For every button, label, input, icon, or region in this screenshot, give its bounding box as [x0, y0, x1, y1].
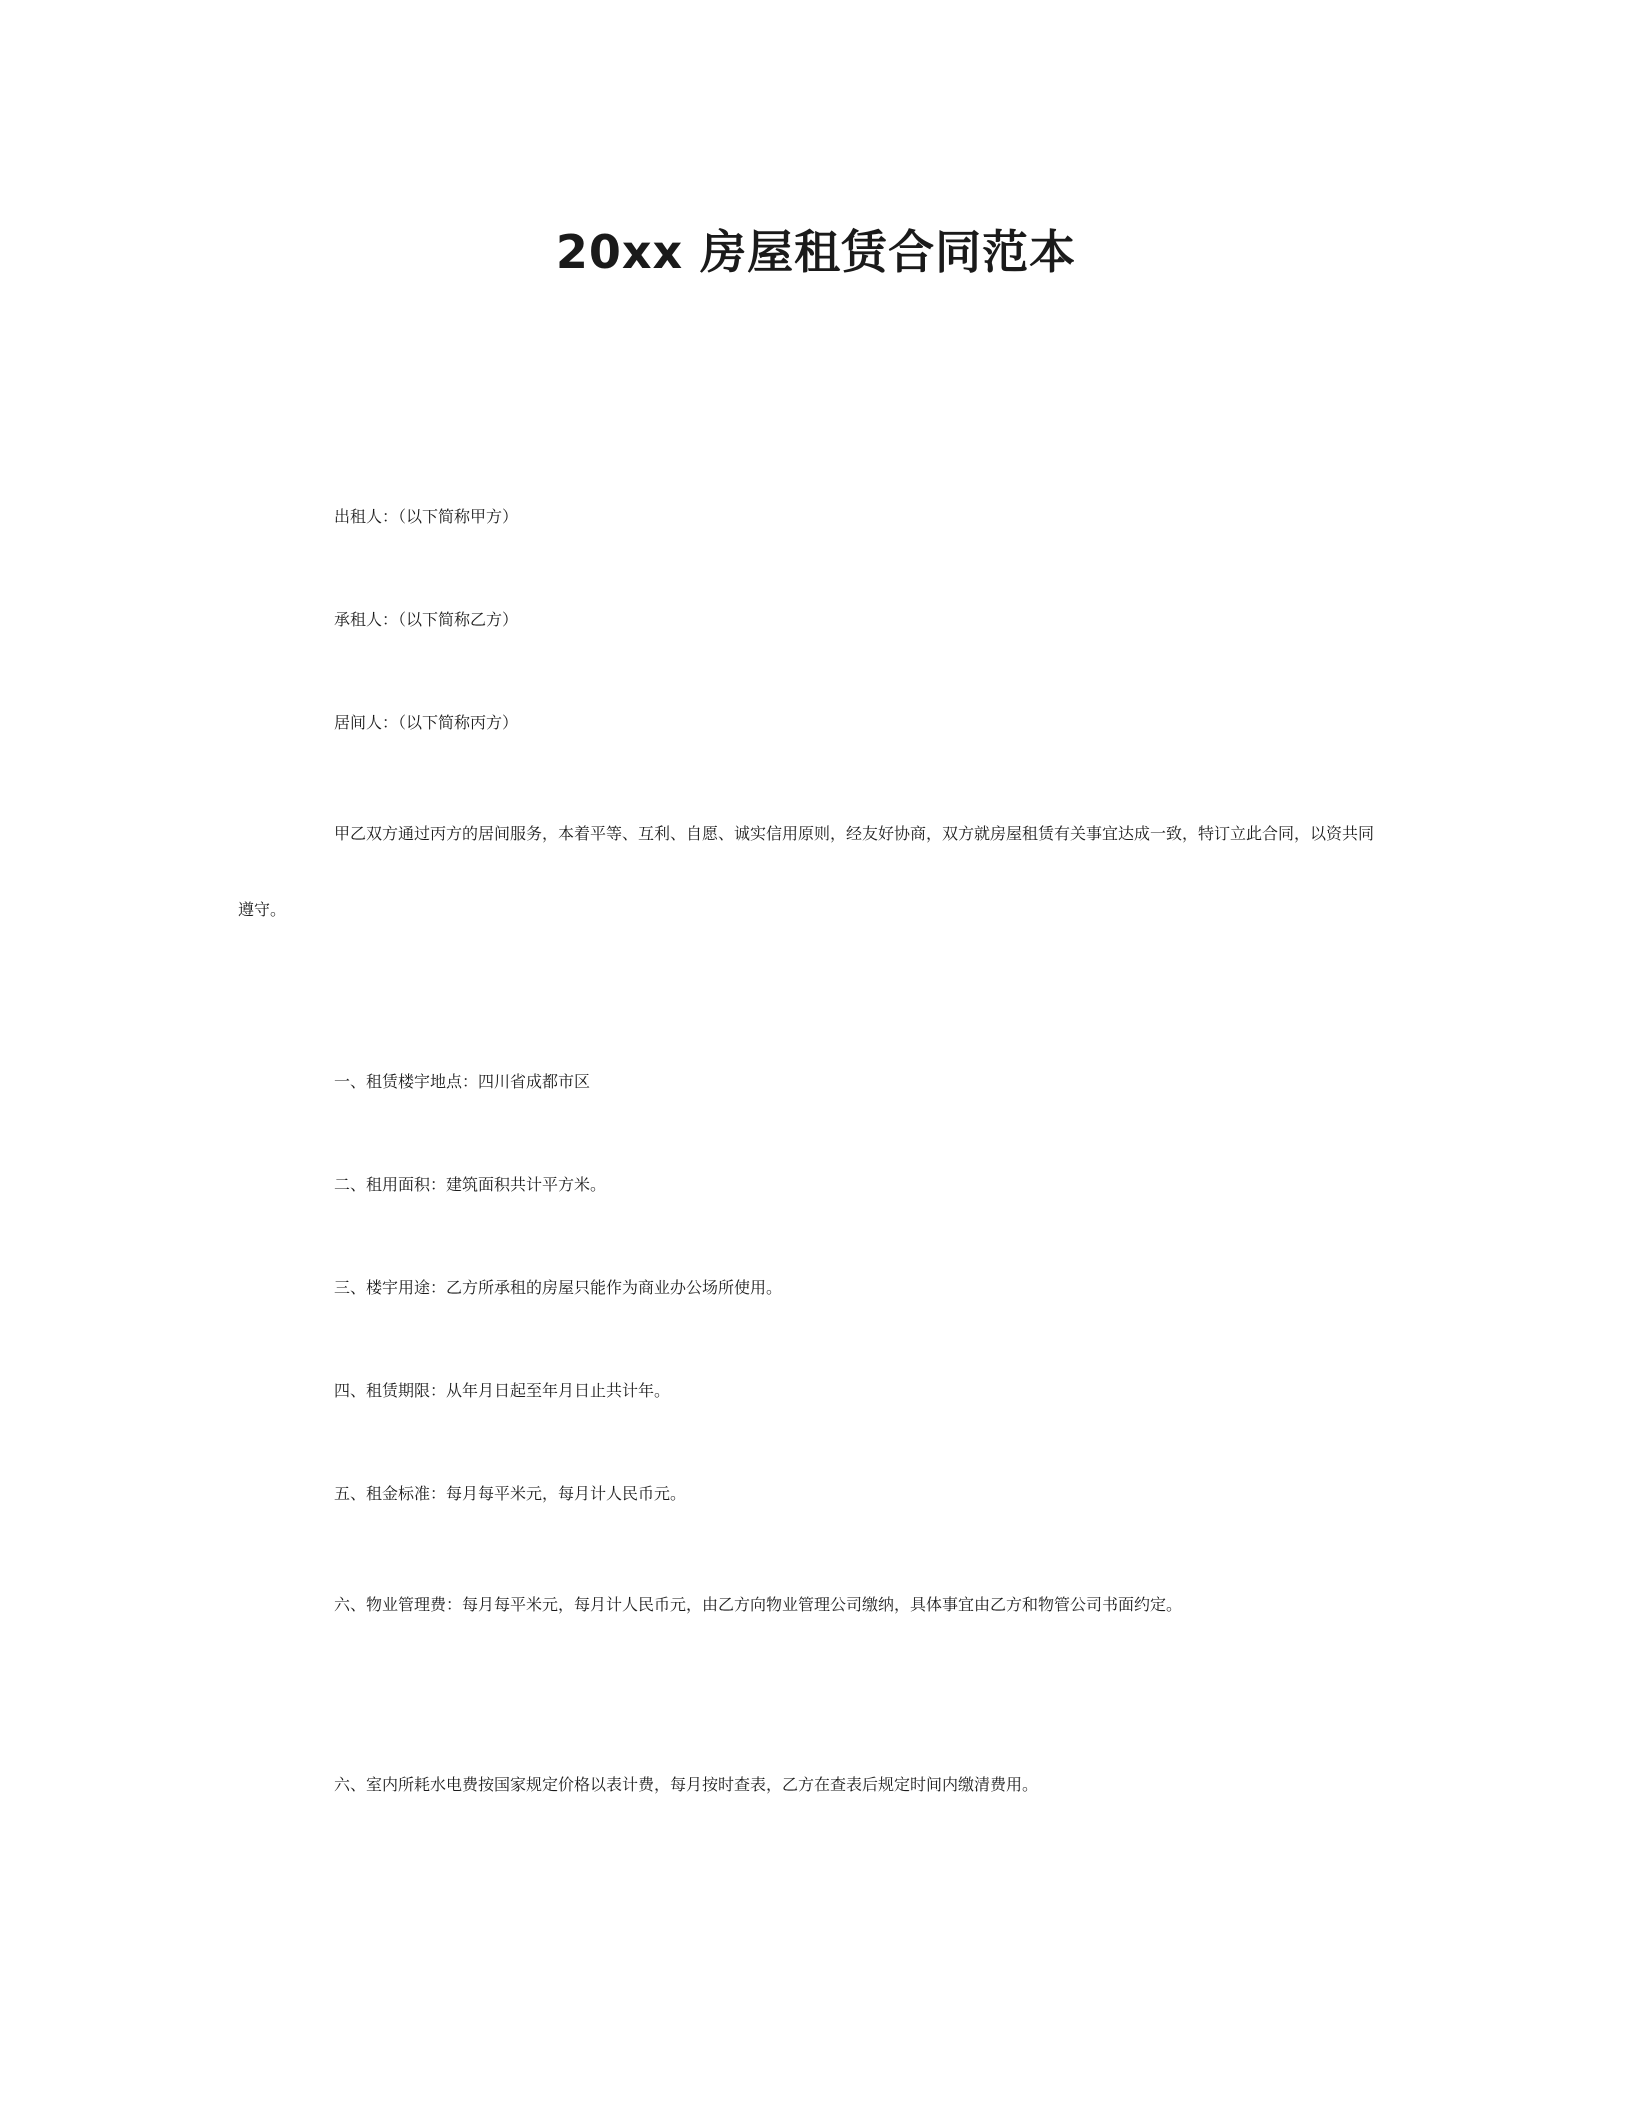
party-lessee: [238, 590, 1378, 650]
clause-1-block: [238, 1052, 1378, 1112]
intro-paragraph-block: [238, 796, 1378, 948]
clause: 三、楼宇用途：乙方所承租的房屋只能作为商业办公场所使用。: [334, 1278, 783, 1297]
clause-4-block: [238, 1361, 1378, 1421]
clause-2-block: [238, 1155, 1378, 1215]
party-line: 出租人：（以下简称甲方）: [334, 507, 519, 526]
clause: 一、租赁楼宇地点：四川省成都市区: [334, 1072, 591, 1091]
clause-3-block: [238, 1258, 1378, 1318]
party-intermediary: [238, 693, 1378, 753]
clause: 四、租赁期限：从年月日起至年月日止共计年。: [334, 1381, 671, 1400]
clause-7-block: [238, 1747, 1378, 1823]
clause: 五、租金标准：每月每平米元，每月计人民币元。: [334, 1484, 687, 1503]
clause: 六、室内所耗水电费按国家规定价格以表计费，每月按时查表，乙方在查表后规定时间内缴清费用。: [334, 1775, 1039, 1794]
clause-5-block: [238, 1464, 1378, 1524]
intro-paragraph: 甲乙双方通过丙方的居间服务，本着平等、互利、自愿、诚实信用原则，经友好协商，双方就房屋租赁有关事宜达成一致，特订立此合同，以资共同遵守。: [238, 824, 1375, 919]
clause: 二、租用面积：建筑面积共计平方米。: [334, 1175, 607, 1194]
clause: 六、物业管理费：每月每平米元，每月计人民币元，由乙方向物业管理公司缴纳，具体事宜由乙方和物管公司书面约定。: [334, 1595, 1183, 1614]
party-line: 承租人：（以下简称乙方）: [334, 610, 519, 629]
party-lessor: [238, 487, 1378, 547]
clause-6-block: [238, 1567, 1378, 1643]
party-line: 居间人：（以下简称丙方）: [334, 713, 519, 732]
document-title: 20xx 房屋租赁合同范本: [555, 225, 1077, 279]
